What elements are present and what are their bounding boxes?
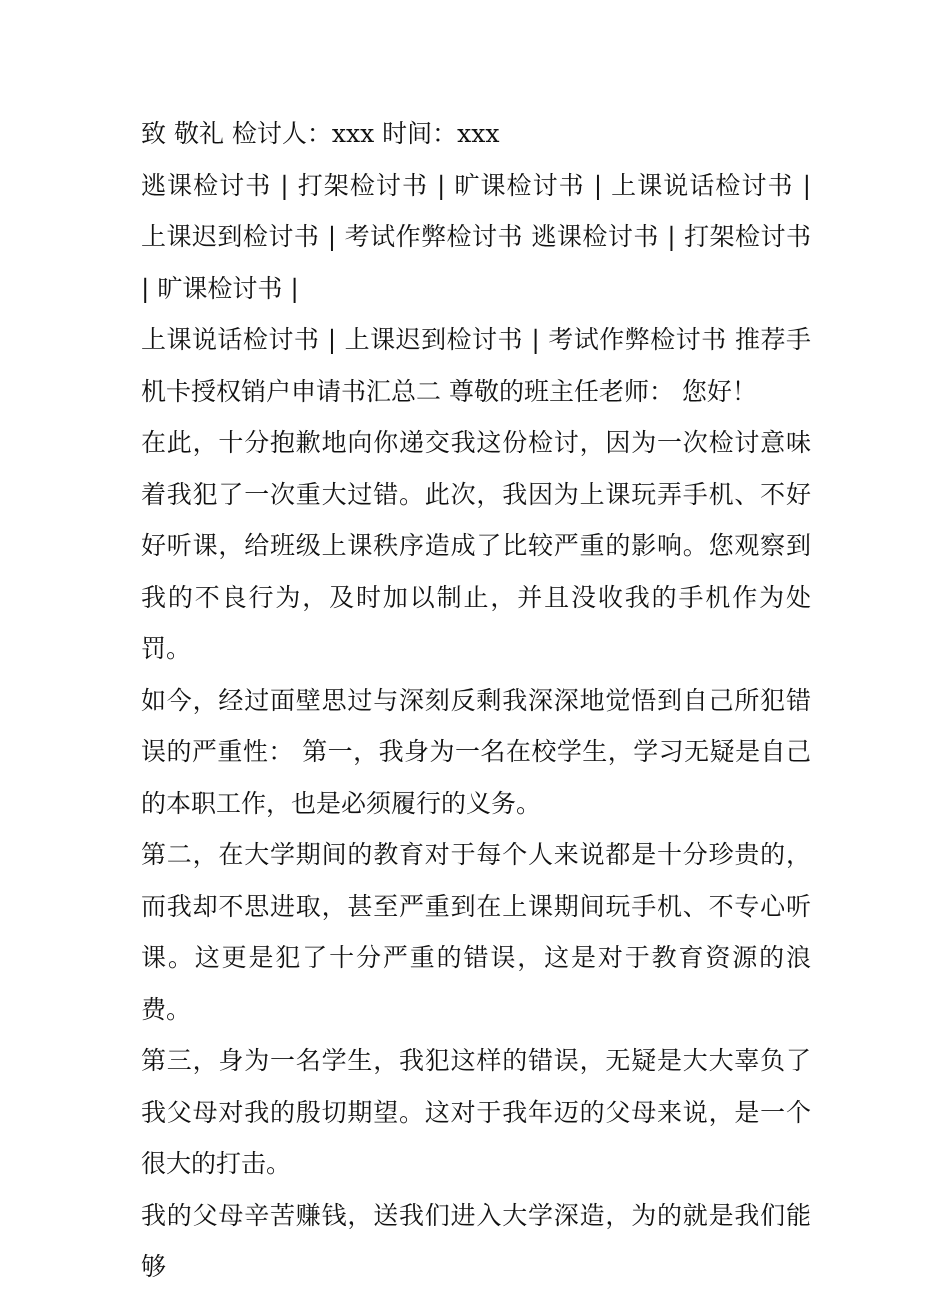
body-paragraph-3: 第二，在大学期间的教育对于每个人来说都是十分珍贵的，而我却不思进取，甚至严重到在上课期间玩手机、不专心听课。这更是犯了十分严重的错误，这是对于教育资源的浪费。: [141, 840, 811, 1024]
closing-signature-line: 致 敬礼 检讨人：xxx 时间：xxx: [141, 119, 500, 148]
body-paragraph-5: 我的父母辛苦赚钱，送我们进入大学深造，为的就是我们能够: [141, 1200, 811, 1281]
body-paragraph-1: 在此，十分抱歉地向你递交我这份检讨，因为一次检讨意味着我犯了一次重大过错。此次，我因为上课玩弄手机、不好好听课，给班级上课秩序造成了比较严重的影响。您观察到我的不良行为，及时加以制止，并且没收我的手机作为处罚。: [141, 428, 811, 663]
related-links-line-1: 逃课检讨书 | 打架检讨书 | 旷课检讨书 | 上课说话检讨书 | 上课迟到检讨书 | 考试作弊检讨书 逃课检讨书 | 打架检讨书 | 旷课检讨书 |: [141, 170, 811, 303]
document-body: [141, 108, 811, 1293]
related-links-line-2: 上课说话检讨书 | 上课迟到检讨书 | 考试作弊检讨书 推荐手机卡授权销户申请书汇总二 尊敬的班主任老师： 您好！: [141, 325, 811, 406]
body-paragraph-4: 第三，身为一名学生，我犯这样的错误，无疑是大大辜负了我父母对我的殷切期望。这对于我年迈的父母来说，是一个很大的打击。: [141, 1046, 811, 1178]
body-paragraph-2: 如今，经过面壁思过与深刻反剩我深深地觉悟到自己所犯错误的严重性： 第一，我身为一名在校学生，学习无疑是自己的本职工作，也是必须履行的义务。: [141, 685, 811, 818]
